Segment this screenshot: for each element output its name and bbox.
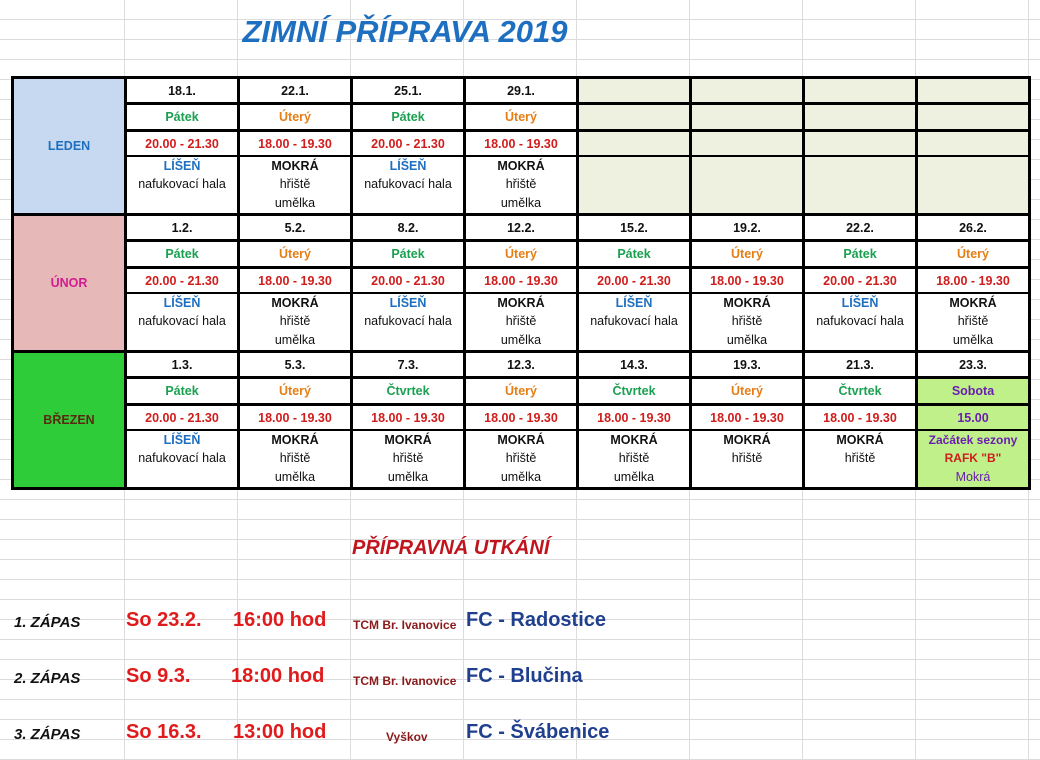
venue-cell: hřiště (691, 312, 804, 330)
empty-cell (578, 156, 691, 175)
day-cell: Úterý (239, 378, 352, 405)
location-cell: MOKRÁ (465, 430, 578, 449)
date-cell: 1.2. (126, 215, 239, 241)
empty-cell (804, 193, 917, 215)
surface-cell: umělka (239, 467, 352, 489)
day-cell: Čtvrtek (804, 378, 917, 405)
friendlies-heading: PŘÍPRAVNÁ UTKÁNÍ (352, 537, 550, 559)
empty-cell (804, 131, 917, 157)
date-cell: 22.2. (804, 215, 917, 241)
empty-cell (804, 156, 917, 175)
venue-cell: hřiště (691, 449, 804, 467)
surface-cell (578, 330, 691, 352)
time-cell: 18.00 - 19.30 (917, 268, 1030, 294)
date-cell: 8.2. (352, 215, 465, 241)
time-cell: 20.00 - 21.30 (352, 131, 465, 157)
match-venue: Vyškov (386, 730, 428, 744)
match-row (0, 606, 1040, 646)
match-teams: FC - Radostice (466, 609, 607, 631)
surface-cell (352, 193, 465, 215)
venue-cell: nafukovací hala (804, 312, 917, 330)
location-cell: MOKRÁ (691, 430, 804, 449)
match-time: 13:00 hod (233, 721, 327, 743)
day-cell: Úterý (465, 241, 578, 268)
venue-cell: hřiště (465, 175, 578, 193)
empty-cell (691, 131, 804, 157)
time-cell: 20.00 - 21.30 (578, 268, 691, 294)
venue-cell: hřiště (917, 312, 1030, 330)
empty-cell (804, 104, 917, 131)
time-cell: 20.00 - 21.30 (126, 268, 239, 294)
surface-cell: umělka (578, 467, 691, 489)
day-cell: Pátek (126, 104, 239, 131)
surface-cell (352, 330, 465, 352)
location-cell: LÍŠEŇ (804, 293, 917, 312)
date-cell: 7.3. (352, 352, 465, 378)
date-cell: 12.3. (465, 352, 578, 378)
location-cell: MOKRÁ (578, 430, 691, 449)
empty-cell (691, 78, 804, 104)
day-cell: Úterý (691, 241, 804, 268)
empty-cell (691, 156, 804, 175)
surface-cell: umělka (239, 330, 352, 352)
time-cell: 18.00 - 19.30 (691, 268, 804, 294)
day-cell: Pátek (578, 241, 691, 268)
time-cell: 18.00 - 19.30 (691, 405, 804, 431)
day-cell: Úterý (691, 378, 804, 405)
time-cell: 20.00 - 21.30 (352, 268, 465, 294)
location-cell: MOKRÁ (691, 293, 804, 312)
empty-cell (917, 78, 1030, 104)
schedule-table (11, 76, 1031, 490)
date-cell: 29.1. (465, 78, 578, 104)
match-venue: TCM Br. Ivanovice (353, 618, 457, 632)
date-cell: 21.3. (804, 352, 917, 378)
empty-cell (578, 78, 691, 104)
venue-cell: nafukovací hala (352, 175, 465, 193)
day-cell: Pátek (126, 241, 239, 268)
month-label-march: BŘEZEN (13, 352, 126, 489)
location-cell: LÍŠEŇ (578, 293, 691, 312)
day-cell: Pátek (352, 104, 465, 131)
day-cell: Úterý (239, 241, 352, 268)
venue-cell: hřiště (239, 175, 352, 193)
venue-cell: nafukovací hala (126, 449, 239, 467)
match-label: 2. ZÁPAS (14, 670, 81, 687)
location-cell: MOKRÁ (465, 293, 578, 312)
date-cell: 1.3. (126, 352, 239, 378)
match-label: 3. ZÁPAS (14, 726, 81, 743)
time-cell: 18.00 - 19.30 (239, 268, 352, 294)
date-cell: 12.2. (465, 215, 578, 241)
surface-cell (126, 467, 239, 489)
location-cell: MOKRÁ (917, 293, 1030, 312)
empty-cell (917, 131, 1030, 157)
time-cell: 18.00 - 19.30 (465, 268, 578, 294)
season-start-cell: Začátek sezony (917, 430, 1030, 449)
time-cell: 18.00 - 19.30 (465, 131, 578, 157)
day-cell: Sobota (917, 378, 1030, 405)
location-cell: LÍŠEŇ (126, 156, 239, 175)
time-cell: 20.00 - 21.30 (126, 405, 239, 431)
date-cell: 15.2. (578, 215, 691, 241)
surface-cell: umělka (917, 330, 1030, 352)
venue-cell: hřiště (239, 312, 352, 330)
day-cell: Úterý (465, 378, 578, 405)
venue-cell: hřiště (465, 449, 578, 467)
day-cell: Úterý (917, 241, 1030, 268)
day-cell: Úterý (465, 104, 578, 131)
date-cell: 5.2. (239, 215, 352, 241)
venue-cell: nafukovací hala (126, 312, 239, 330)
day-cell: Úterý (239, 104, 352, 131)
match-time: 16:00 hod (233, 609, 327, 631)
surface-cell (804, 330, 917, 352)
date-cell: 19.2. (691, 215, 804, 241)
surface-cell: umělka (465, 467, 578, 489)
match-venue: TCM Br. Ivanovice (353, 674, 457, 688)
season-team-cell: RAFK "B" (917, 449, 1030, 467)
surface-cell (126, 193, 239, 215)
empty-cell (917, 156, 1030, 175)
surface-cell: umělka (465, 193, 578, 215)
day-cell: Čtvrtek (578, 378, 691, 405)
location-cell: MOKRÁ (239, 430, 352, 449)
empty-cell (917, 175, 1030, 193)
time-cell: 18.00 - 19.30 (804, 405, 917, 431)
venue-cell: hřiště (804, 449, 917, 467)
empty-cell (804, 78, 917, 104)
date-cell: 19.3. (691, 352, 804, 378)
empty-cell (691, 193, 804, 215)
venue-cell: hřiště (239, 449, 352, 467)
venue-cell: hřiště (578, 449, 691, 467)
empty-cell (917, 193, 1030, 215)
match-date: So 23.2. (126, 609, 202, 631)
day-cell: Čtvrtek (352, 378, 465, 405)
day-cell: Pátek (126, 378, 239, 405)
empty-cell (917, 104, 1030, 131)
venue-cell: nafukovací hala (578, 312, 691, 330)
empty-cell (578, 104, 691, 131)
match-label: 1. ZÁPAS (14, 614, 81, 631)
surface-cell (804, 467, 917, 489)
date-cell: 23.3. (917, 352, 1030, 378)
location-cell: MOKRÁ (239, 156, 352, 175)
date-cell: 18.1. (126, 78, 239, 104)
time-cell: 15.00 (917, 405, 1030, 431)
match-date: So 9.3. (126, 665, 191, 687)
surface-cell: umělka (352, 467, 465, 489)
venue-cell: nafukovací hala (126, 175, 239, 193)
location-cell: MOKRÁ (465, 156, 578, 175)
venue-cell: nafukovací hala (352, 312, 465, 330)
location-cell: LÍŠEŇ (126, 430, 239, 449)
empty-cell (691, 175, 804, 193)
time-cell: 18.00 - 19.30 (578, 405, 691, 431)
match-teams: FC - Blučina (466, 665, 583, 687)
venue-cell: hřiště (352, 449, 465, 467)
surface-cell: umělka (691, 330, 804, 352)
location-cell: LÍŠEŇ (126, 293, 239, 312)
empty-cell (691, 104, 804, 131)
empty-cell (804, 175, 917, 193)
day-cell: Pátek (804, 241, 917, 268)
location-cell: LÍŠEŇ (352, 293, 465, 312)
location-cell: MOKRÁ (239, 293, 352, 312)
location-cell: MOKRÁ (804, 430, 917, 449)
match-row (0, 718, 1040, 758)
match-time: 18:00 hod (231, 665, 325, 687)
match-row (0, 662, 1040, 702)
surface-cell: umělka (239, 193, 352, 215)
time-cell: 18.00 - 19.30 (352, 405, 465, 431)
empty-cell (578, 131, 691, 157)
month-label-january: LEDEN (13, 78, 126, 215)
date-cell: 22.1. (239, 78, 352, 104)
date-cell: 14.3. (578, 352, 691, 378)
date-cell: 5.3. (239, 352, 352, 378)
time-cell: 20.00 - 21.30 (126, 131, 239, 157)
time-cell: 18.00 - 19.30 (239, 131, 352, 157)
surface-cell: umělka (465, 330, 578, 352)
location-cell: MOKRÁ (352, 430, 465, 449)
month-label-february: ÚNOR (13, 215, 126, 352)
empty-cell (578, 175, 691, 193)
surface-cell (126, 330, 239, 352)
empty-cell (578, 193, 691, 215)
surface-cell (691, 467, 804, 489)
day-cell: Pátek (352, 241, 465, 268)
page-title: ZIMNÍ PŘÍPRAVA 2019 (242, 14, 568, 49)
time-cell: 20.00 - 21.30 (804, 268, 917, 294)
time-cell: 18.00 - 19.30 (465, 405, 578, 431)
match-teams: FC - Švábenice (466, 721, 610, 743)
date-cell: 25.1. (352, 78, 465, 104)
venue-cell: hřiště (465, 312, 578, 330)
time-cell: 18.00 - 19.30 (239, 405, 352, 431)
season-venue-cell: Mokrá (917, 467, 1030, 489)
match-date: So 16.3. (126, 721, 202, 743)
date-cell: 26.2. (917, 215, 1030, 241)
location-cell: LÍŠEŇ (352, 156, 465, 175)
